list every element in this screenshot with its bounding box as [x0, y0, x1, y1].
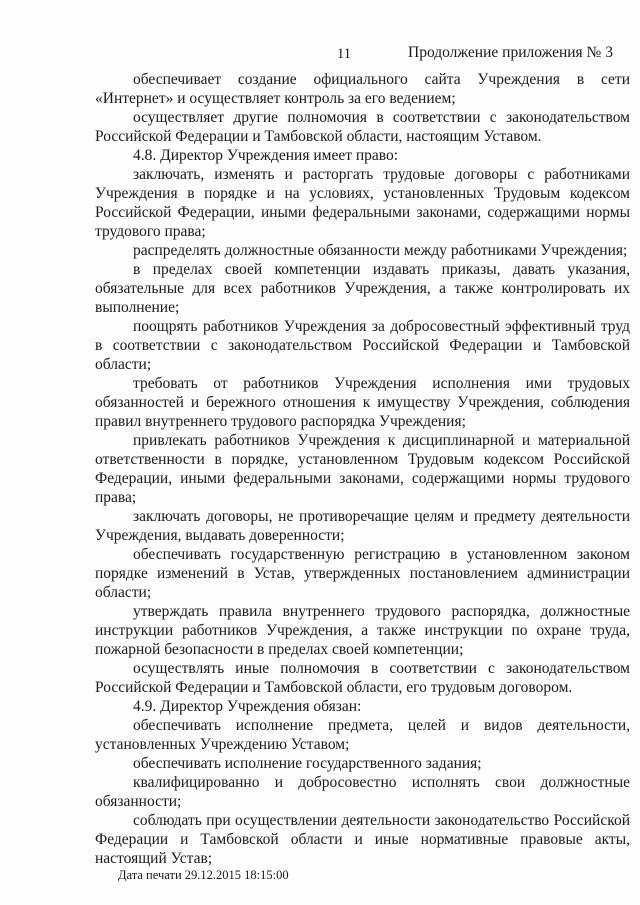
paragraph-distribute-duties: распределять должностные обязанности между работниками Учреждения; [133, 242, 628, 259]
print-date-footer: Дата печати 29.12.2015 18:15:00 [118, 868, 289, 882]
paragraph-approve-rules: утверждать правила внутреннего трудового распорядка, должностные инструкции работников Учреждения, а также инструкции по охране труда, пожарной безопасности в пределах своей компетенции; [95, 603, 630, 658]
paragraph-issue-orders: в пределах своей компетенции издавать приказы, давать указания, обязательные для всех работников Учреждения, а также контролировать их выполнение; [95, 261, 630, 316]
page-number: 11 [337, 46, 351, 62]
paragraph-disciplinary-liability: привлекать работников Учреждения к дисциплинарной и материальной ответственности в порядке, установленном Трудовым кодексом Российской Федерации, иными федеральными законами, содержащими нормы трудового права; [95, 432, 630, 506]
paragraph-state-registration: обеспечивать государственную регистрацию в установленном законом порядке изменений в Устав, утвержденных постановлением администрации области; [95, 546, 630, 601]
paragraph-other-authority: осуществлять иные полномочия в соответствии с законодательством Российской Федерации и Тамбовской области, его трудовым договором. [95, 660, 630, 696]
paragraph-observe-legislation: соблюдать при осуществлении деятельности законодательство Российской Федерации и Тамбовской области и иные нормативные правовые акты, настоящий Устав; [95, 812, 630, 867]
document-body [95, 70, 630, 868]
paragraph-labor-contracts: заключать, изменять и расторгать трудовые договоры с работниками Учреждения в порядке и на условиях, установленных Трудовым кодексом Российской Федерации, иными федеральными законами, содержащими нормы трудового права; [95, 166, 630, 240]
appendix-label: Продолжение приложения № 3 [408, 44, 613, 61]
paragraph-perform-duties: квалифицированно и добросовестно исполнять свои должностные обязанности; [95, 774, 630, 810]
paragraph-encourage-employees: поощрять работников Учреждения за добросовестный эффективный труд в соответствии с законодательством Российской Федерации и Тамбовской области; [95, 318, 630, 373]
section-heading-4-9: 4.9. Директор Учреждения обязан: [133, 698, 362, 715]
paragraph-website: обеспечивает создание официального сайта Учреждения в сети «Интернет» и осуществляет контроль за его ведением; [95, 71, 630, 107]
paragraph-require-duties: требовать от работников Учреждения исполнения ими трудовых обязанностей и бережного отношения к имуществу Учреждения, соблюдения правил внутреннего трудового распорядка Учреждения; [95, 375, 630, 430]
paragraph-other-powers: осуществляет другие полномочия в соответствии с законодательством Российской Федерации и Тамбовской области, настоящим Уставом. [95, 109, 630, 145]
section-heading-4-8: 4.8. Директор Учреждения имеет право: [133, 147, 399, 164]
paragraph-ensure-execution: обеспечивать исполнение предмета, целей и видов деятельности, установленных Учреждению Уставом; [95, 717, 630, 753]
paragraph-state-assignment: обеспечивать исполнение государственного задания; [133, 755, 482, 772]
paragraph-conclude-contracts: заключать договоры, не противоречащие целям и предмету деятельности Учреждения, выдавать доверенности; [95, 508, 630, 544]
